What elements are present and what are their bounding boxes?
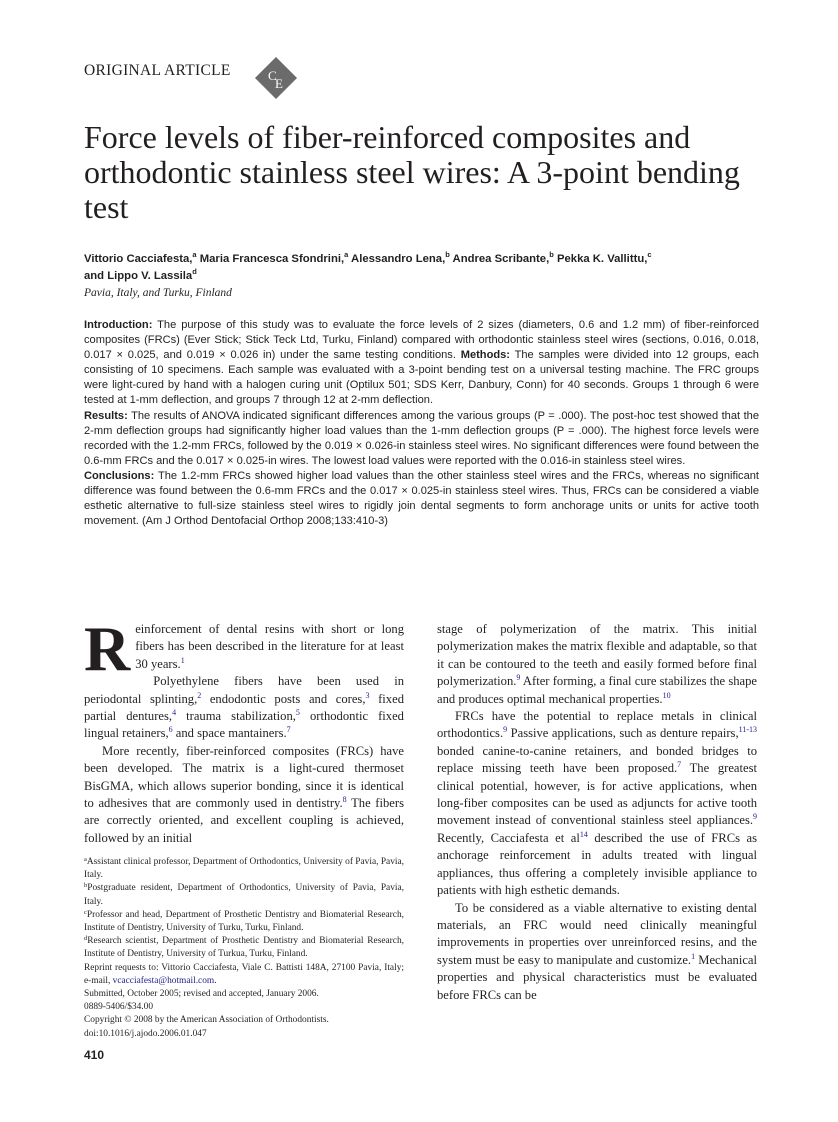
body-paragraph: FRCs have the potential to replace metals in clinical orthodontics.$^9$ Passive applications, such as denture repairs,$^{11-13}$ bonded canine-to-canine retainers, and bonded bridges to replace missing teeth have been proposed.$^7$ The greatest clinical potential, however, is for active applications, when long-fiber composites can be used as adjuncts for active tooth movement instead of conventional stainless steel appliances.$^9$ Recently, Cacciafesta et $al^{14}$ described the use of FRCs as anchorage reinforcement in adults treated with lingual appliances, thus offering a completely invisible appliance to patients with high esthetic demands.: [437, 709, 757, 898]
author: Alessandro Lena,$^b$: [351, 250, 450, 265]
author: and Lippo V. Lassila$^d$: [84, 267, 197, 282]
citation-link[interactable]: 1: [691, 951, 696, 961]
article-title: Force levels of fiber-reinforced composites and orthodontic stainless steel wires: A 3-point bending test: [84, 119, 740, 225]
footnote-affiliation: $^a$Assistant clinical professor, Department of Orthodontics, University of Pavia, Pavia, Italy.: [84, 856, 404, 881]
citation-link[interactable]: 4: [172, 708, 177, 718]
abstract-methods: The samples were divided into 12 groups, each consisting of 10 specimens. Each sample was evaluated with a 3-point bending test on a universal testing machine. The FRC groups were light-cured by hand with a halogen curing unit (Optilux 501; SDS Kerr, Danbury, Conn) for 40 seconds. Groups 1 through 6 were tested at 1-mm deflection, and groups 7 through 12 at 2-mm deflection.: [84, 349, 759, 407]
svg-text:C: C: [268, 68, 277, 83]
citation-link[interactable]: 9: [753, 812, 757, 822]
footnote-reprint: Reprint requests to: Vittorio Cacciafesta, Viale C. Battisti 148A, 27100 Pavia, Italy; e-mail, vcacciafesta@hotmail.com.: [84, 962, 404, 986]
abstract: [84, 318, 759, 529]
author: Andrea Scribante,$^b$: [452, 250, 554, 265]
body-column-left: [84, 613, 404, 847]
author-location: Pavia, Italy, and Turku, Finland: [84, 287, 232, 299]
citation-link[interactable]: 6: [168, 725, 173, 735]
citation-link[interactable]: 2: [197, 690, 202, 700]
author: Vittorio Cacciafesta,$^a$: [84, 250, 197, 265]
email-link[interactable]: vcacciafesta@hotmail.com: [112, 975, 215, 986]
author: Maria Francesca Sfondrini,$^a$: [199, 250, 349, 265]
author-list: [84, 251, 764, 285]
citation-link[interactable]: 8: [342, 795, 347, 805]
abstract-conclusions-label: Conclusions:: [84, 469, 155, 482]
abstract-intro-label: Introduction:: [84, 319, 153, 331]
citation-link[interactable]: 9: [516, 673, 521, 683]
ce-diamond-icon: [254, 56, 298, 100]
body-paragraph: Reinforcement of dental resins with short or long fibers has been described in the literature for at least 30 years.$^1$: [84, 613, 404, 684]
body-column-right: [437, 621, 757, 1004]
citation-link[interactable]: 7: [286, 725, 291, 735]
citation-link[interactable]: 9: [503, 725, 508, 735]
body-paragraph: To be considered as a viable alternative to existing dental materials, an FRC would need clinically meaningful improvements in properties over unreinforced resins, and the system must be easy to manipulate and customize.$^1$ Mechanical properties and physical characteristics must be evaluated before FRCs can be: [437, 900, 758, 1002]
footnote-issn: 0889-5406/$34.00: [84, 1002, 154, 1013]
citation-link[interactable]: 14: [579, 829, 588, 839]
drop-cap: R: [84, 613, 131, 684]
abstract-conclusions: The 1.2-mm FRCs showed higher load values than the other stainless steel wires and the FRCs, whereas no significant difference was found between the 0.6-mm FRCs and the 0.017 × 0.025-in stainless steel wires. Thus, FRCs can be considered a viable esthetic alternative to full-size stainless steel wires to rigidly join dental segments to form anchorage units or units for active tooth movement. (Am J Orthod Dentofacial Orthop 2008;133:410-3): [84, 469, 759, 528]
body-paragraph: stage of polymerization of the matrix. This initial polymerization makes the matrix flexible and adaptable, so that it can be contoured to the teeth and easily formed before final polymerization.$^9$ After forming, a final cure stabilizes the shape and produces optimal mechanical properties.$^{10}$: [437, 622, 757, 706]
body-paragraph: Polyethylene fibers have been used in periodontal splinting,$^2$ endodontic posts and cores,$^3$ fixed partial dentures,$^4$ trauma stabilization,$^5$ orthodontic fixed lingual retainers,$^6$ and space mantainers.$^7$: [84, 674, 404, 741]
footnote-affiliation: $^d$Research scientist, Department of Prosthetic Dentistry and Biomaterial Research, Institute of Dentistry, University of Turkua, Turku, Finland.: [84, 935, 404, 960]
author: Pekka K. Vallittu,$^c$: [556, 250, 652, 265]
abstract-results: The results of ANOVA indicated significant differences among the various groups (P = .000). The post-hoc test showed that the 2-mm deflection groups had significantly higher load values than the 1-mm deflection groups (P = .000). The highest force levels were recorded with the 1.2-mm FRCs, followed by the 0.019 × 0.026-in stainless steel wires. No significant differences were found between the 0.6-mm FRCs and the 0.017 × 0.025-in wires. The lowest load values were reported with the 0.016-in stainless steel wires.: [84, 409, 759, 467]
page-number: 410: [84, 1048, 105, 1062]
footnote-copyright: Copyright © 2008 by the American Association of Orthodontists.: [84, 1015, 329, 1026]
section-label: ORIGINAL ARTICLE: [84, 62, 231, 79]
footnote-affiliation: $^c$Professor and head, Department of Prosthetic Dentistry and Biomaterial Research, Institute of Dentistry, University of Turku, Turku, Finland.: [84, 908, 404, 934]
abstract-results-label: Results:: [84, 409, 128, 422]
abstract-methods-label: Methods:: [460, 349, 511, 362]
citation-link[interactable]: 5: [295, 708, 300, 718]
citation-link[interactable]: 1: [180, 655, 185, 665]
abstract-intro: The purpose of this study was to evaluate the force levels of 2 sizes (diameters, 0.6 and 1.2 mm) of fiber-reinforced composites (FRCs) (Ever Stick; Stick Teck Ltd, Turku, Finland) compared with orthodontic stainless steel wires (sections, 0.016, 0.018, 0.017 × 0.025, and 0.019 × 0.026 in) under the same testing conditions.: [84, 319, 759, 362]
footnote-doi: doi:10.1016/j.ajodo.2006.01.047: [84, 1028, 207, 1039]
footnote-submitted: Submitted, October 2005; revised and accepted, January 2006.: [84, 989, 319, 1000]
citation-link[interactable]: 10: [662, 690, 671, 700]
footnote-affiliation: $^b$Postgraduate resident, Department of Orthodontics, University of Pavia, Pavia, Italy.: [84, 882, 404, 907]
body-paragraph: More recently, fiber-reinforced composites (FRCs) have been developed. The matrix is a light-cured thermoset BisGMA, which allows superior bonding, since it is identical to adhesives that are commonly used in dentistry.$^8$ The fibers are correctly oriented, and excellent coupling is achieved, followed by an initial: [84, 743, 404, 845]
footnotes: [84, 856, 404, 1041]
citation-link[interactable]: 11-13: [738, 725, 757, 735]
citation-link[interactable]: 3: [365, 690, 370, 700]
svg-text:E: E: [275, 76, 283, 91]
citation-link[interactable]: 7: [677, 760, 682, 770]
